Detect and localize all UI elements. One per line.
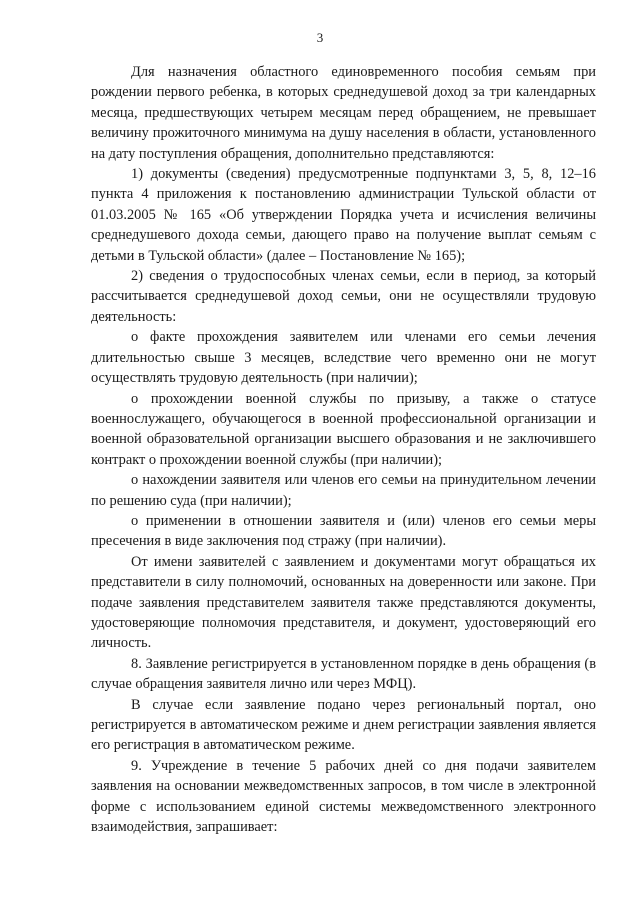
paragraph-8-registration: 8. Заявление регистрируется в установленном порядке в день обращения (в случае обращения заявителя лично или через МФЦ). xyxy=(91,655,596,693)
paragraph-treatment: о факте прохождения заявителем или членами его семьи лечения длительностью свыше 3 месяцев, вследствие чего временно они не могут осуществлять трудовую деятельность (при наличии); xyxy=(91,329,596,387)
paragraph-portal-registration: В случае если заявление подано через региональный портал, оно регистрируется в автоматическом режиме и днем регистрации заявления является его регистрация в автоматическом режиме. xyxy=(91,696,596,754)
paragraph-representatives: От имени заявителей с заявлением и документами могут обращаться их представители в силу полномочий, основанных на доверенности или законе. При подаче заявления представителем заявителя также представляются документы, удостоверяющие полномочия представителя, и документ, удостоверяющий его личность. xyxy=(91,553,596,652)
paragraph-intro: Для назначения областного единовременного пособия семьям при рождении первого ребенка, в которых среднедушевой доход за три календарных месяца, предшествующих четырем месяцам перед обращением, не превышает величину прожиточного минимума на душу населения в области, установленного на дату поступления обращения, дополнительно представляются: xyxy=(91,64,596,162)
document-body xyxy=(91,62,596,837)
paragraph-detention: о применении в отношении заявителя и (или) членов его семьи меры пресечения в виде заключения под стражу (при наличии). xyxy=(91,512,596,550)
paragraph-item-2: 2) сведения о трудоспособных членах семьи, если в период, за который рассчитывается среднедушевой доход семьи, они не осуществляли трудовую деятельность: xyxy=(91,268,596,325)
page-number: 3 xyxy=(316,30,324,45)
paragraph-item-1: 1) документы (сведения) предусмотренные подпунктами 3, 5, 8, 12–16 пункта 4 приложения к постановлению администрации Тульской области от 01.03.2005 № 165 «Об утверждении Порядка учета и исчисления величины среднедушевого дохода семьи, дающего право на получение выплат семьям с детьми в Тульской области» (далее – Постановление № 165); xyxy=(91,166,596,264)
paragraph-military: о прохождении военной службы по призыву, а также о статусе военнослужащего, обучающегося в военной профессиональной организации и военной образовательной организации высшего образования и не заключившего контракт о прохождении военной службы (при наличии); xyxy=(91,390,596,468)
paragraph-compulsory-treatment: о нахождении заявителя или членов его семьи на принудительном лечении по решению суда (при наличии); xyxy=(91,472,596,509)
paragraph-9-requests: 9. Учреждение в течение 5 рабочих дней со дня подачи заявителем заявления на основании межведомственных запросов, в том числе в электронной форме с использованием единой системы межведомственного электронного взаимодействия, запрашивает: xyxy=(91,757,596,836)
